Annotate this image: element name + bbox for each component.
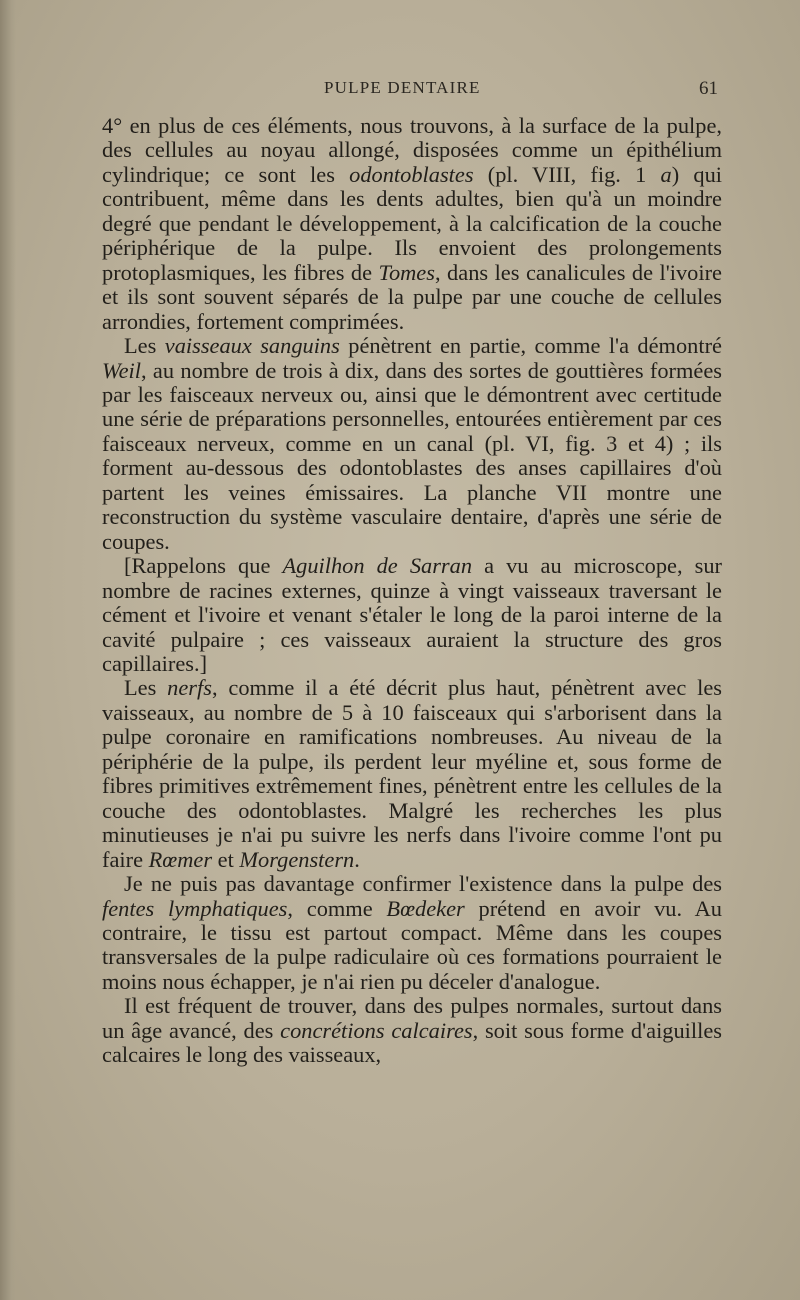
italic-term: Rœmer xyxy=(148,846,213,872)
running-head xyxy=(0,78,800,102)
italic-term: Bœdeker xyxy=(386,895,465,921)
italic-term: fentes lymphatiques xyxy=(102,895,288,921)
paragraph-odontoblastes: 4° en plus de ces éléments, nous trouvons, à la surface de la pulpe, des cellules au noyau allongé, disposées comme un épithélium cylindrique; ce sont les odontoblastes (pl. VIII, fig. 1 a) qui contribuent, même dans les dents adultes, bien qu'à un moindre degré que pendant le développement, à la calcification de la couche périphérique de la pulpe. Ils envoient des prolongements protoplasmiques, les fibres de Tomes, dans les canalicules de l'ivoire et ils sont souvent séparés de la pulpe par une couche de cellules arrondies, fortement comprimées. xyxy=(102,113,722,334)
body-text xyxy=(102,114,722,1068)
italic-term: concrétions calcaires xyxy=(280,1017,473,1043)
paragraph-vaisseaux-sanguins: Les vaisseaux sanguins pénètrent en partie, comme l'a démontré Weil, au nombre de trois à dix, dans des sortes de gouttières formées par les faisceaux nerveux ou, ainsi que le démontrent avec certitude une série de préparations personnelles, entourées entièrement par ces faisceaux nerveux, comme en un canal (pl. VI, fig. 3 et 4) ; ils forment au-dessous des odontoblastes des anses capillaires d'où partent les veines émissaires. La planche VII montre une reconstruction du système vasculaire dentaire, d'après une série de coupes. xyxy=(102,333,722,554)
paragraph-concretions-calcaires: Il est fréquent de trouver, dans des pulpes normales, surtout dans un âge avancé, des concrétions calcaires, soit sous forme d'aiguilles calcaires le long des vaisseaux, xyxy=(102,993,722,1068)
italic-term: odontoblastes xyxy=(349,161,474,187)
page-binding-shadow xyxy=(0,0,16,1300)
italic-term: Tomes xyxy=(378,259,435,285)
paragraph-aguilhon-de-sarran: [Rappelons que Aguilhon de Sarran a vu au microscope, sur nombre de racines externes, quinze à vingt vaisseaux traversant le cément et l'ivoire et venant s'étaler le long de la paroi interne de la cavité pulpaire ; ces vaisseaux auraient la structure des gros capillaires.] xyxy=(102,553,722,676)
running-head-title: PULPE DENTAIRE xyxy=(324,78,481,97)
italic-term: Aguilhon de Sarran xyxy=(282,553,473,579)
italic-term: nerfs xyxy=(167,675,212,701)
paragraph-fentes-lymphatiques: Je ne puis pas davantage confirmer l'existence dans la pulpe des fentes lymphatiques, comme Bœdeker prétend en avoir vu. Au contraire, le tissu est partout compact. Même dans les coupes transversales de la pulpe radiculaire où ces formations pourraient le moins nous échapper, je n'ai rien pu déceler d'analogue. xyxy=(102,871,722,994)
page-number: 61 xyxy=(699,78,718,99)
italic-term: Weil xyxy=(102,357,141,383)
italic-term: vaisseaux sanguins xyxy=(164,333,340,359)
paragraph-nerfs: Les nerfs, comme il a été décrit plus haut, pénètrent avec les vaisseaux, au nombre de 5 à 10 faisceaux qui s'arborisent dans la pulpe coronaire en ramifications nombreuses. Au niveau de la périphérie de la pulpe, ils perdent leur myéline et, sous forme de fibres primitives extrêmement fines, pénètrent entre les cellules de la couche des odontoblastes. Malgré les recherches les plus minutieuses je n'ai pu suivre les nerfs dans l'ivoire comme l'ont pu faire Rœmer et Morgenstern. xyxy=(102,675,722,872)
italic-term: Morgenstern xyxy=(239,846,355,872)
italic-term: a xyxy=(660,161,672,187)
